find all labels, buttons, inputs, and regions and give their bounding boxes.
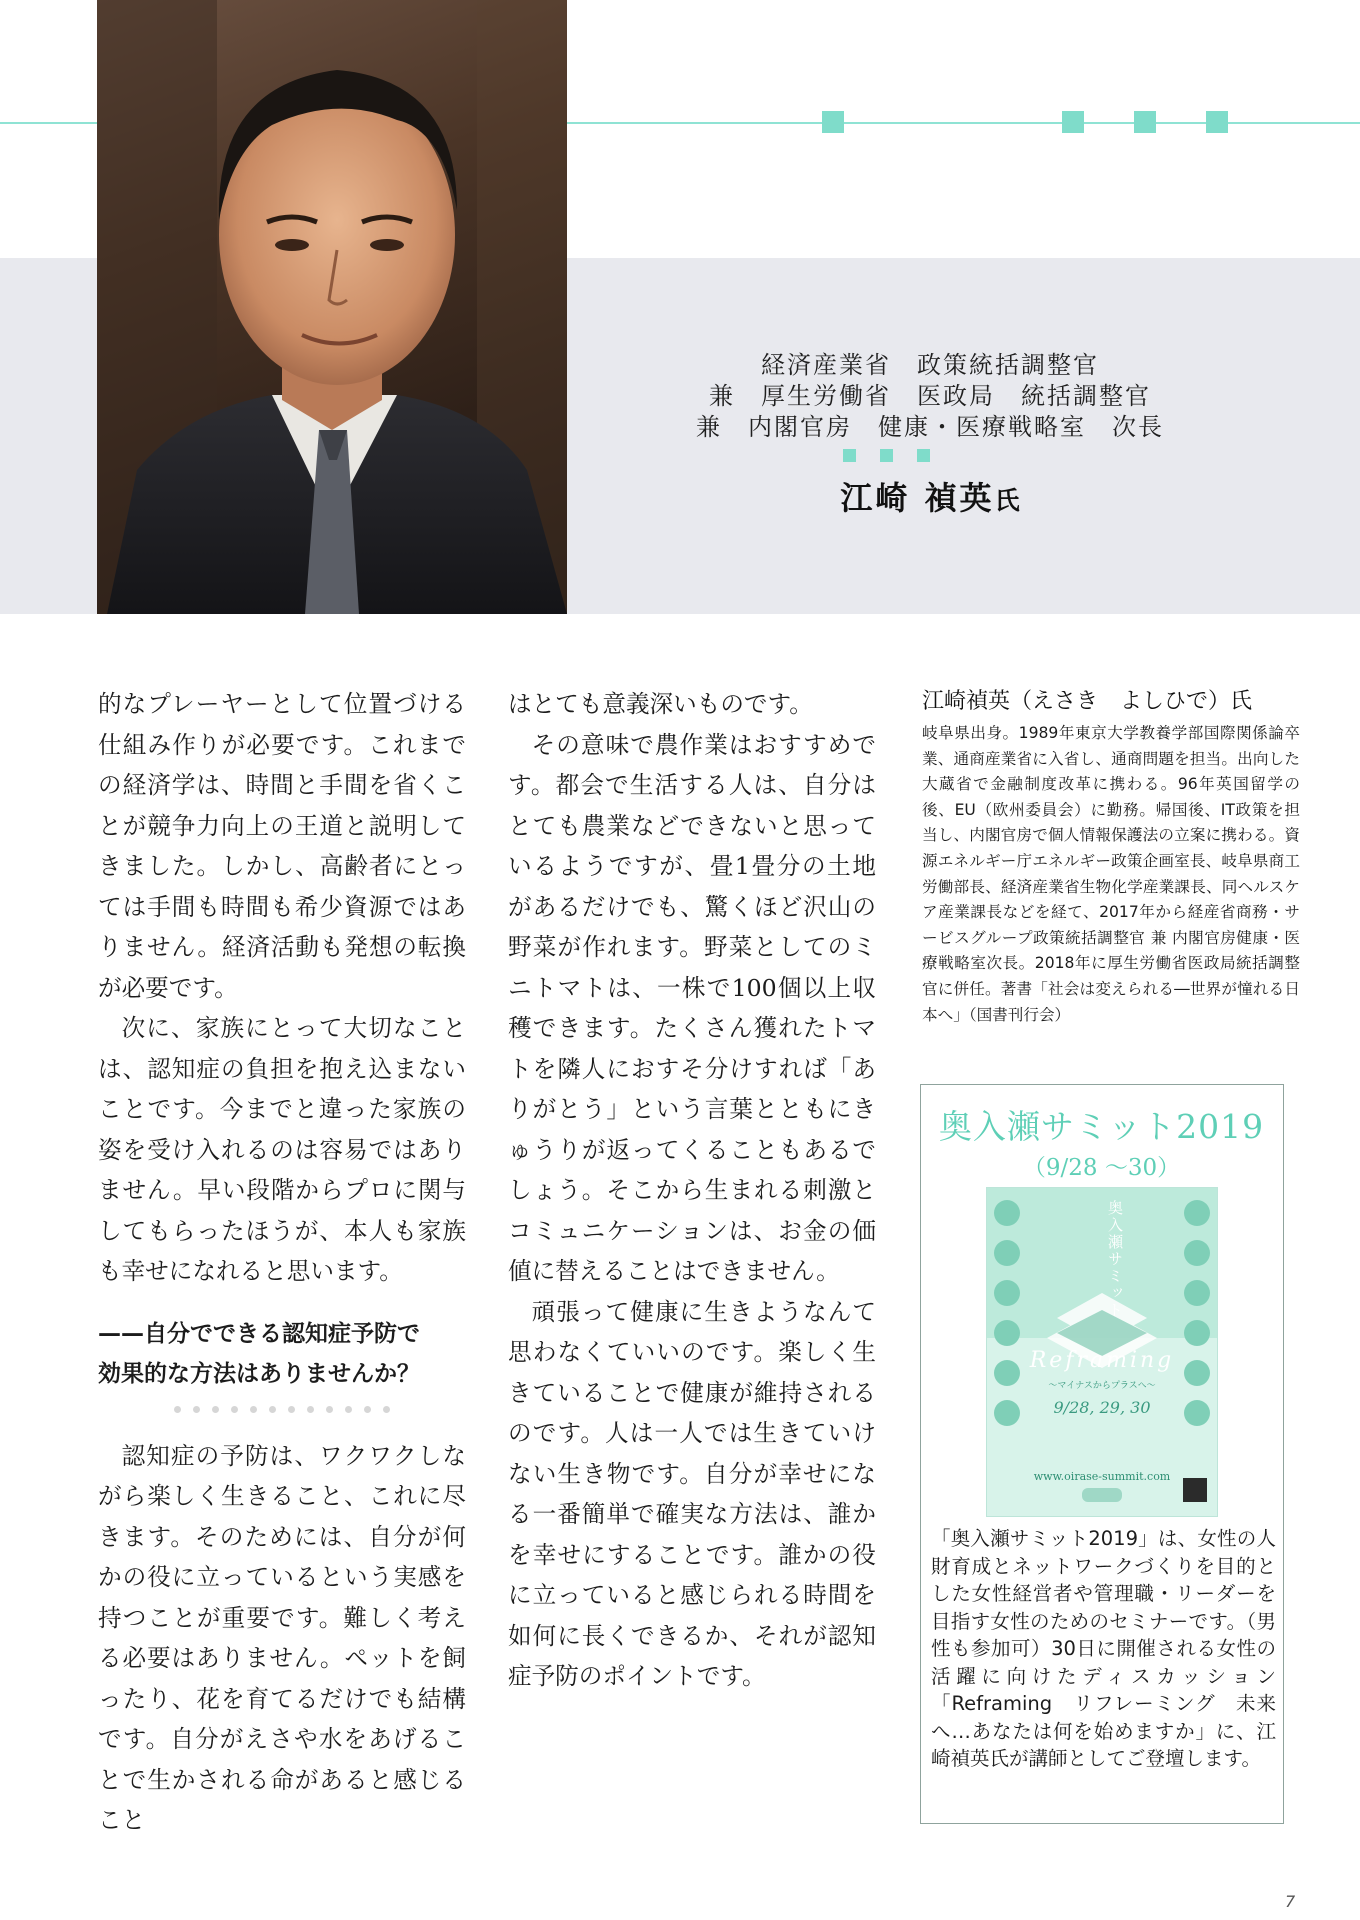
event-box bbox=[920, 1084, 1284, 1824]
poster-url: www.oirase-summit.com bbox=[1033, 1470, 1171, 1483]
speaker-name-text: 江崎 禎英 bbox=[840, 479, 995, 517]
speaker-honorific: 氏 bbox=[994, 486, 1020, 515]
accent-square bbox=[1134, 111, 1156, 133]
paragraph: 頑張って健康に生きようなんて思わなくていいのです。楽しく生きていることで健康が維持されるのです。人は一人では生きていけない生き物です。自分が幸せになる一番簡単で確実な方法は、誰かを幸せにすることです。誰かの役に立っていると感じられる時間を如何に長くできるか、それが認知症予防のポイントです。 bbox=[508, 1297, 876, 1690]
accent-dot bbox=[843, 449, 856, 462]
accent-square bbox=[1206, 111, 1228, 133]
speaker-name bbox=[600, 473, 1260, 519]
article-column-2 bbox=[508, 684, 876, 1697]
portrait-illustration bbox=[97, 0, 567, 614]
divider-line-right bbox=[567, 122, 1360, 124]
paragraph: 認知症の予防は、ワクワクしながら楽しく生きること、これに尽きます。そのためには、自分が何かの役に立っているという実感を持つことが重要です。難しく考える必要はありません。ペットを飼ったり、花を育てるだけでも結構です。自分がえさや水をあげることで生かされる命があると感じること bbox=[98, 1441, 466, 1834]
poster-vertical-title: 奥入瀬サミット bbox=[1106, 1200, 1124, 1319]
question-line: 効果的な方法はありませんか？ bbox=[98, 1360, 420, 1387]
event-dates: （9/28 ～30） bbox=[1022, 1155, 1181, 1181]
profile-name: 江崎禎英（えさき よしひで）氏 bbox=[922, 689, 1253, 714]
accent-square bbox=[822, 111, 844, 133]
title-line: 兼 内閣官房 健康・医療戦略室 次長 bbox=[696, 413, 1164, 441]
paragraph: はとても意義深いものです。 bbox=[508, 690, 813, 718]
paragraph: その意味で農作業はおすすめです。都会で生活する人は、自分はとても農業などできないと思っているようですが、畳1畳分の土地があるだけでも、驚くほど沢山の野菜が作れます。野菜としてのミニトマトは、一株で100個以上収穫できます。たくさん獲れたトマトを隣人におすそ分けすれば「ありがとう」という言葉とともにきゅうりが返ってくることもあるでしょう。そこから生まれる刺激とコミュニケーションは、お金の価値に替えることはできません。 bbox=[508, 730, 876, 1285]
profile-box bbox=[922, 684, 1300, 1028]
interview-question bbox=[98, 1314, 466, 1394]
accent-square bbox=[1062, 111, 1084, 133]
event-poster bbox=[986, 1187, 1218, 1517]
portrait-photo bbox=[97, 0, 567, 614]
dotted-separator bbox=[98, 1406, 466, 1416]
poster-reframing: Reframing bbox=[1029, 1348, 1175, 1373]
accent-dot bbox=[917, 449, 930, 462]
article-column-1 bbox=[98, 684, 466, 1841]
accent-dot bbox=[880, 449, 893, 462]
poster-subtitle: 〜マイナスからプラスへ〜 bbox=[1048, 1381, 1156, 1391]
page-number: 7 bbox=[1285, 1892, 1296, 1911]
paragraph: 次に、家族にとって大切なことは、認知症の負担を抱え込まないことです。今までと違った家族の姿を受け入れるのは容易ではありません。早い段階からプロに関与してもらったほうが、本人も家族も幸せになれると思います。 bbox=[98, 1014, 466, 1285]
profile-text: 岐阜県出身。1989年東京大学教養学部国際関係論卒業、通商産業省に入省し、通商問題を担当。出向した大蔵省で金融制度改革に携わる。96年英国留学の後、EU（欧州委員会）に勤務。帰国後、IT政策を担当し、内閣官房で個人情報保護法の立案に携わる。資源エネルギー庁エネルギー政策企画室長、岐阜県商工労働部長、経済産業省生物化学産業課長、同ヘルスケア産業課長などを経て、2017年から経産省商務・サービスグループ政策統括調整官 兼 内閣官房健康・医療戦略室次長。2018年に厚生労働省医政局統括調整官に併任。著書「社会は変えられる―世界が憧れる日本へ」（国書刊行会） bbox=[922, 724, 1300, 1024]
event-title: 奥入瀬サミット2019 bbox=[938, 1107, 1265, 1146]
divider-line-left bbox=[0, 122, 97, 124]
poster-date: 9/28, 29, 30 bbox=[1053, 1398, 1151, 1417]
question-line: ——自分でできる認知症予防で bbox=[98, 1320, 420, 1347]
paragraph: 的なプレーヤーとして位置づける仕組み作りが必要です。これまでの経済学は、時間と手間を省くことが競争力向上の王道と説明してきました。しかし、高齢者にとっては手間も時間も希少資源ではありません。経済活動も発想の転換が必要です。 bbox=[98, 690, 466, 1002]
title-line: 経済産業省 政策統括調整官 bbox=[761, 351, 1099, 379]
event-description: 「奥入瀬サミット2019」は、女性の人財育成とネットワークづくりを目的とした女性経営者や管理職・リーダーを目指す女性のためのセミナーです。（男性も参加可）30日に開催される女性の活躍に向けたディスカッション「Reframing リフレーミング 未来へ…あなたは何を始めますか」に、江崎禎英氏が講師としてご登壇します。 bbox=[931, 1527, 1276, 1770]
title-line: 兼 厚生労働省 医政局 統括調整官 bbox=[709, 382, 1151, 410]
